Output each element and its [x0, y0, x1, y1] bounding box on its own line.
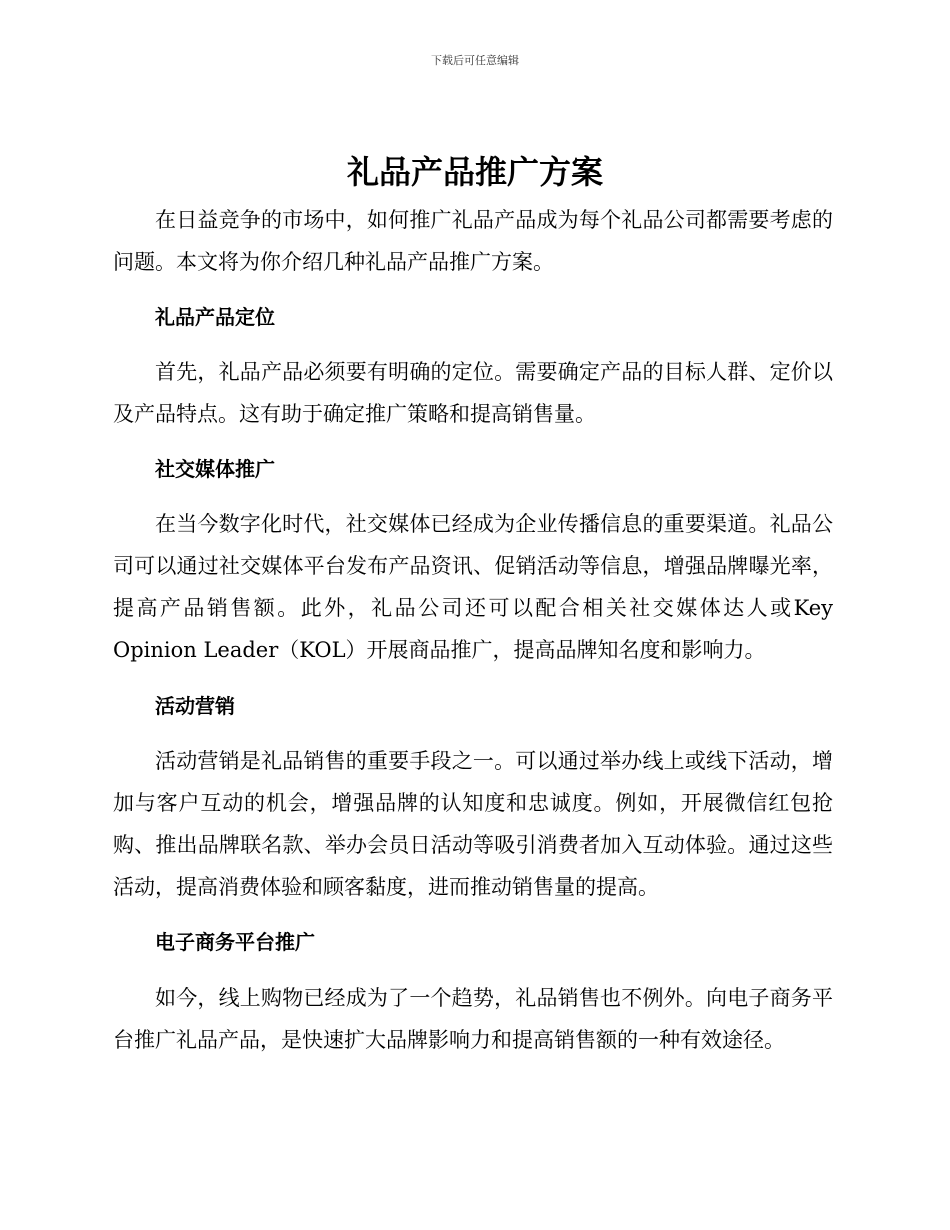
- section-heading-positioning: 礼品产品定位: [155, 305, 275, 329]
- section-body-positioning: 首先，礼品产品必须要有明确的定位。需要确定产品的目标人群、定价以及产品特点。这有助于确定推广策略和提高销售量。: [113, 360, 833, 426]
- section-heading-ecommerce: 电子商务平台推广: [155, 930, 315, 954]
- section-body-ecommerce: 如今，线上购物已经成为了一个趋势，礼品销售也不例外。向电子商务平台推广礼品产品，是快速扩大品牌影响力和提高销售额的一种有效途径。: [113, 986, 833, 1052]
- section-heading-social-media: 社交媒体推广: [155, 457, 275, 481]
- header-note: 下载后可任意编辑: [431, 54, 519, 67]
- section-body-social-media: 在当今数字化时代，社交媒体已经成为企业传播信息的重要渠道。礼品公司可以通过社交媒体平台发布产品资讯、促销活动等信息，增强品牌曝光率，提高产品销售额。此外，礼品公司还可以配合相关社交媒体达人或Key Opinion Leader（KOL）开展商品推广，提高品牌知名度和影响力。: [113, 512, 833, 662]
- document-title: 礼品产品推广方案: [346, 153, 603, 191]
- section-body-event-marketing: 活动营销是礼品销售的重要手段之一。可以通过举办线上或线下活动，增加与客户互动的机会，增强品牌的认知度和忠诚度。例如，开展微信红包抢购、推出品牌联名款、举办会员日活动等吸引消费者加入互动体验。通过这些活动，提高消费体验和顾客黏度，进而推动销售量的提高。: [113, 749, 833, 899]
- section-heading-event-marketing: 活动营销: [155, 694, 235, 718]
- intro-paragraph: 在日益竞争的市场中，如何推广礼品产品成为每个礼品公司都需要考虑的问题。本文将为你介绍几种礼品产品推广方案。: [113, 208, 833, 274]
